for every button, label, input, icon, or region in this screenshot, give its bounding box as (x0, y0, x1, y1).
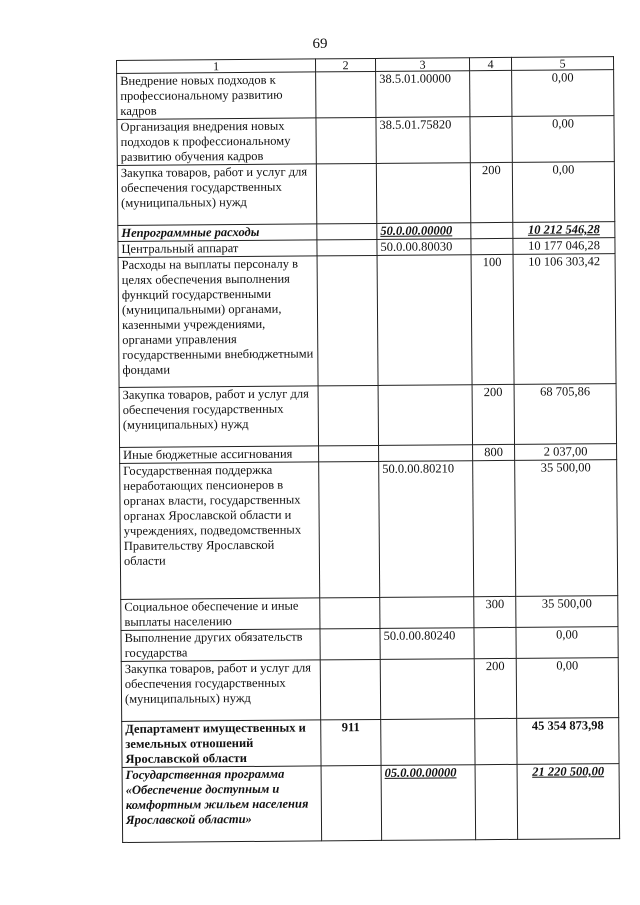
row-target-code: 50.0.00.80210 (379, 461, 474, 598)
row-name: Выполнение других обязательств государства (121, 629, 320, 662)
row-expense-type: 200 (470, 162, 512, 222)
row-expense-type (471, 238, 513, 254)
budget-table (116, 56, 620, 843)
row-name: Непрограммные расходы (118, 224, 317, 242)
row-expense-type: 200 (472, 384, 514, 444)
page-number: 69 (312, 36, 328, 52)
row-admin-code (317, 255, 378, 385)
row-amount: 10 177 046,28 (513, 238, 615, 255)
row-name: Социальное обеспечение и иные выплаты населению (121, 598, 320, 631)
row-admin-code: 911 (321, 719, 381, 765)
row-amount: 35 500,00 (515, 460, 618, 597)
row-target-code: 38.5.01.75820 (376, 117, 470, 164)
row-admin-code (316, 163, 376, 223)
table-row (118, 254, 616, 388)
row-name: Департамент имущественных и земельных отношений Ярославской области (122, 720, 321, 768)
table-row (117, 116, 614, 166)
table-row (122, 718, 619, 768)
row-name: Государственная программа «Обеспечение доступным и комфортным жильем населения Ярославской области» (122, 766, 322, 843)
table-row (119, 384, 616, 448)
row-name: Закупка товаров, работ и услуг для обеспечения государственных (муниципальных) нужд (117, 164, 316, 226)
row-admin-code (317, 223, 377, 239)
row-amount: 0,00 (512, 116, 614, 163)
column-header: 2 (315, 58, 375, 71)
row-amount: 0,00 (512, 162, 614, 223)
row-expense-type: 100 (471, 254, 514, 384)
row-admin-code (321, 765, 382, 840)
row-name: Центральный аппарат (118, 240, 317, 258)
row-target-code (377, 255, 472, 386)
row-amount: 68 705,86 (514, 384, 616, 445)
row-amount: 10 106 303,42 (513, 254, 616, 385)
row-amount: 0,00 (516, 658, 618, 719)
row-amount: 0,00 (512, 70, 614, 117)
table-row (117, 162, 614, 226)
row-expense-type: 800 (473, 444, 515, 460)
row-target-code: 50.0.00.80240 (380, 628, 474, 660)
table-row (122, 764, 620, 843)
row-amount: 21 220 500,00 (517, 764, 620, 840)
row-target-code: 38.5.01.00000 (376, 71, 470, 118)
row-admin-code (320, 628, 380, 659)
table-row (120, 460, 618, 600)
row-admin-code (317, 239, 377, 255)
row-amount: 35 500,00 (516, 596, 618, 628)
row-target-code (380, 659, 474, 720)
row-amount: 10 212 546,28 (513, 222, 615, 239)
row-amount: 2 037,00 (515, 444, 617, 461)
row-expense-type: 300 (474, 596, 516, 627)
column-header: 5 (511, 57, 613, 71)
table-row (121, 596, 618, 631)
column-header: 3 (375, 58, 469, 72)
row-target-code (376, 163, 470, 224)
row-target-code: 05.0.00.00000 (381, 765, 476, 841)
row-name: Организация внедрения новых подходов к профессиональному развитию обучения кадров (117, 118, 316, 166)
row-name: Государственная поддержка неработающих пенсионеров в органах власти, государственных органах Ярославской области и учреждениях, подведомственных Правительству Ярославской области (120, 462, 320, 600)
row-expense-type (473, 460, 516, 596)
row-name: Расходы на выплаты персоналу в целях обеспечения выполнения функций государственными (муниципальными) органами, казенными учреждениями, органами управления государственными внебюджетными фондами (118, 256, 318, 388)
column-header: 1 (117, 59, 316, 74)
row-amount: 0,00 (516, 627, 618, 659)
row-expense-type (471, 222, 513, 238)
row-admin-code (320, 597, 380, 628)
table-row (121, 658, 618, 722)
row-expense-type (475, 718, 517, 764)
table-row (121, 627, 618, 662)
row-target-code: 50.0.00.00000 (377, 223, 471, 240)
row-target-code (379, 445, 473, 462)
row-target-code (378, 385, 472, 446)
table-row (117, 70, 614, 120)
row-admin-code (318, 385, 378, 445)
row-expense-type: 200 (474, 658, 516, 718)
row-expense-type (475, 764, 518, 839)
row-target-code (380, 597, 474, 629)
row-amount: 45 354 873,98 (517, 718, 619, 765)
row-name: Иные бюджетные ассигнования (120, 446, 319, 464)
row-name: Внедрение новых подходов к профессиональному развитию кадров (117, 72, 316, 120)
row-admin-code (316, 117, 376, 163)
row-name: Закупка товаров, работ и услуг для обеспечения государственных (муниципальных) нужд (121, 660, 320, 722)
row-target-code: 50.0.00.80030 (377, 239, 471, 256)
row-admin-code (319, 445, 379, 461)
row-expense-type (474, 627, 516, 658)
column-header: 4 (469, 57, 511, 70)
row-expense-type (470, 116, 512, 162)
row-admin-code (319, 461, 380, 597)
row-target-code (381, 719, 475, 766)
row-admin-code (316, 71, 376, 117)
row-admin-code (320, 659, 380, 719)
row-expense-type (470, 70, 512, 116)
row-name: Закупка товаров, работ и услуг для обеспечения государственных (муниципальных) нужд (119, 386, 318, 448)
